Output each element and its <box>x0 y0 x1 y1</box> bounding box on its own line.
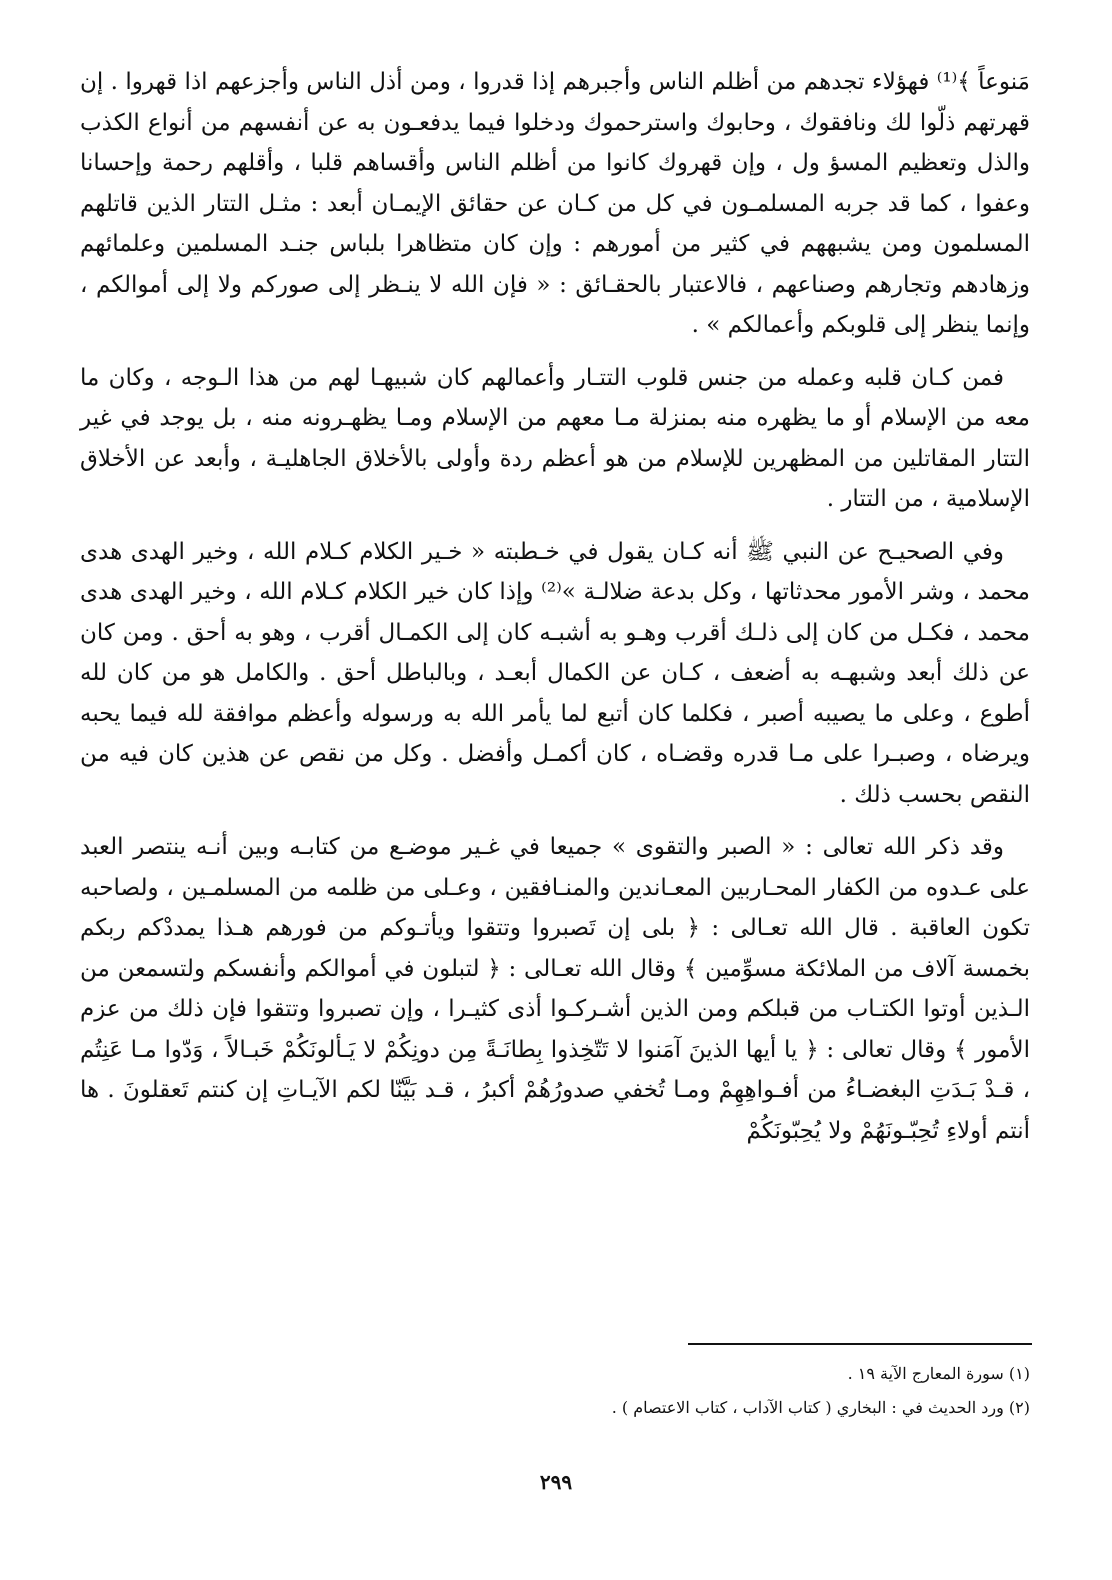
paragraph-3: وفي الصحيـح عن النبي ﷺ أنه كـان يقول في خـطبته « خـير الكلام كـلام الله ، وخير الهدى هدى محمد ، وشر الأمور محدثاتها ، وكل بدعة ضلالـة »⁽²⁾ وإذا كان خير الكلام كـلام الله ، وخير الهدى هدى محمد ، فكـل من كان إلى ذلـك أقرب وهـو به أشبـه كان إلى الكمـال أقرب ، وهو به أحق . ومن كان عن ذلك أبعد وشبهـه به أضعف ، كـان عن الكمال أبعـد ، وبالباطل أحق . والكامل هو من كان لله أطوع ، وعلى ما يصيبه أصبر ، فكلما كان أتبع لما يأمر الله به ورسوله وأعظم موافقة لله فيما يحبه ويرضاه ، وصبـرا على مـا قدره وقضـاه ، كان أكمـل وأفضل . وكل من نقص عن هذين كان فيه من النقص بحسب ذلك . <box>80 538 1031 808</box>
page-number: ٢٩٩ <box>539 1470 573 1494</box>
page-body <box>80 62 1030 1163</box>
paragraph-4: وقد ذكر الله تعالى : « الصبر والتقوى » جميعا في غـير موضـع من كتابـه وبين أنـه ينتصر العبد على عـدوه من الكفار المحـاربين المعـاندين والمنـافقين ، وعـلى من ظلمه من المسلمـين ، ولصاحبه تكون العاقبة . قال الله تعـالى : ﴿ بلى إن تَصبروا وتتقوا ويأتـوكم من فورهم هـذا يمددْكم ربكم بخمسة آلاف من الملائكة مسوِّمين ﴾ وقال الله تعـالى : ﴿ لتبلون في أموالكم وأنفسكم ولتسمعن من الـذين أوتوا الكتـاب من قبلكم ومن الذين أشـركـوا أذى كثيـرا ، وإن تصبروا وتتقوا فإن ذلك من عزم الأمور ﴾ وقال تعالى : ﴿ يا أيها الذينَ آمَنوا لا تَتّخِذوا بِطانَـةً مِن دونِكُمْ لا يَـألونَكُمْ خَبـالاً ، وَدّوا مـا عَنِتُم ، قـدْ بَـدَتِ البغضـاءُ من أفـواهِهِمْ ومـا تُخفي صدورُهُمْ أكبرُ ، قـد بَيَّنّا لكم الآيـاتِ إن كنتم تَعقلونَ . ها أنتم أولاءِ تُحِبّـونَهُمْ ولا يُحِبّونَكُمْ <box>80 834 1030 1144</box>
footnote-divider <box>688 1343 1032 1345</box>
paragraph-1: مَنوعاً ﴾⁽¹⁾ فهؤلاء تجدهم من أظلم الناس وأجبرهم إذا قدروا ، ومن أذل الناس وأجزعهم اذا قهروا . إن قهرتهم ذلّوا لك ونافقوك ، وحابوك واسترحموك ودخلوا فيما يدفعـون به عن أنفسهم من أنواع الكذب والذل وتعظيم المسؤ ول ، وإن قهروك كانوا من أظلم الناس وأقساهم قلبا ، وأقلهم رحمة وإحسانا وعفوا ، كما قد جربه المسلمـون في كل من كـان عن حقائق الإيمـان أبعد : مثـل التتار الذين قاتلهم المسلمون ومن يشبههم في كثير من أمورهم : وإن كان متظاهرا بلباس جنـد المسلمين وعلمائهم وزهادهم وتجارهم وصناعهم ، فالاعتبار بالحقـائق : « فإن الله لا ينـظر إلى صوركم ولا إلى أموالكم ، وإنما ينظر إلى قلوبكم وأعمالكم » . <box>80 69 1030 338</box>
paragraph-2: فمن كـان قلبه وعمله من جنس قلوب التتـار وأعمالهم كان شبيهـا لهم من هذا الـوجه ، وكان ما معه من الإسلام أو ما يظهره منه بمنزلة مـا معهم من الإسلام ومـا يظهـرونه منه ، بل يوجد في غير التتار المقاتلين من المظهرين للإسلام من هو أعظم ردة وأولى بالأخلاق الجاهليـة ، وأبعد عن الأخلاق الإسلامية ، من التتار . <box>80 364 1030 512</box>
footnotes <box>600 1360 1030 1428</box>
footnote-2: (٢) ورد الحديث في : البخاري ( كتاب الآداب ، كتاب الاعتصام ) . <box>611 1398 1030 1417</box>
footnote-1: (١) سورة المعارج الآية ١٩ . <box>847 1364 1030 1383</box>
